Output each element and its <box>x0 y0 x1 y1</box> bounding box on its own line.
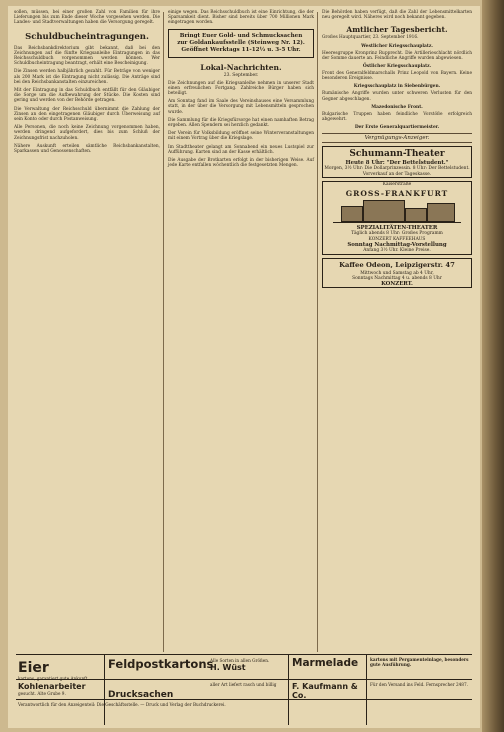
ad-line: Anfang 3½ Uhr. Kleine Preise. <box>363 248 431 254</box>
article-body: Am Sonntag fand im Saale des Vereinshauses eine Versammlung statt, in der über die Versorgung mit Lebensmitteln gesprochen wurde. <box>168 99 314 115</box>
article-continuation: einige wegen. Das Reichsschuldbuch ist eine Einrichtung, die der Sparsamkeit dient. Bisher sind bereits über 700 Millionen Mark eingetragen worden. <box>168 10 314 26</box>
ad-line: Sonntags Nachmittag 4 u. abends 8 Uhr <box>352 276 442 282</box>
article-body: Die Zinsen werden halbjährlich gezahlt. Für Beträge von weniger als 200 Mark ist die Eintragung nicht zulässig. Die Anträge sind bei den Reichsbankanstalten einzureichen. <box>14 69 160 85</box>
article-continuation: Die Behörden haben verfügt, daß die Zahl der Lebensmittelkarten neu geregelt wird. Näheres wird noch bekannt gegeben. <box>322 10 472 21</box>
building-illustration <box>333 200 461 223</box>
article-body: Rumänische Angriffe wurden unter schweren Verlusten für den Gegner abgeschlagen. <box>322 91 472 102</box>
ad-kaffee-odeon <box>322 258 472 289</box>
ad-kaufmann-name: F. Kaufmann & Co. <box>292 682 358 700</box>
section-title: Kriegsschauplatz in Siebenbürgen. <box>353 84 441 90</box>
report-dateline: Großes Hauptquartier, 23. September 1916. <box>322 35 419 41</box>
column-rule <box>317 12 318 652</box>
ad-kohlenarbeiter: Kohlenarbeiter gesucht. Alte Grube 9. <box>18 682 86 696</box>
article-body: Die Zeichnungen auf die Kriegsanleihe nehmen in unserer Stadt einen erfreulichen Fortgang. Zahlreiche Bürger haben sich beteiligt. <box>168 80 314 97</box>
ad-gross-frankfurt <box>322 181 472 255</box>
ad-drucksachen: Drucksachen <box>108 690 174 700</box>
ad-line: Heute 8 Uhr: "Der Bettelstudent." <box>345 160 449 167</box>
ad-eier: Eier kartons, garantiert gute Ankunft. <box>18 660 89 681</box>
notice-line: zur Goldankaufsstelle (Steinweg Nr. 12). <box>177 39 305 46</box>
section-title: Mazedonische Front. <box>371 104 423 110</box>
ad-title: GROSS-FRANKFURT <box>345 189 449 199</box>
article-body: Die Verwaltung der Reichsschuld übernimmt die Zahlung der Zinsen an den eingetragenen Gläubiger durch Überweisung auf sein Konto oder durch Postanweisung. <box>14 106 160 123</box>
ad-line: KONZERT KAFFEEHAUS <box>368 236 426 242</box>
article-body: Mit der Eintragung in das Schuldbuch entfällt für den Gläubiger die Sorge um die Aufbewahrung der Stücke. Die Kosten sind gering und werden von der Behörde getragen. <box>14 88 160 104</box>
gold-collection-notice <box>168 29 314 58</box>
article-body: Im Stadttheater gelangt am Sonnabend ein neues Lustspiel zur Aufführung. Karten sind an der Kasse erhältlich. <box>168 144 314 155</box>
article-body: Heeresgruppe Kronprinz Rupprecht. Die Artillerieschlacht nördlich der Somme dauerte an. Feindliche Angriffe wurden abgewiesen. <box>322 50 472 61</box>
article-continuation: sollen, müssen, bei einer großen Zahl von Familien für ihre Lieferungen bis zum Ende dieser Woche vorgesehen werden. Die Landes- und Stadtverwaltungen haben die Versorgung geregelt. <box>14 10 160 26</box>
headline-tagesbericht: Amtlicher Tagesbericht. <box>346 25 448 35</box>
ad-line: Kaiserstraße <box>382 182 412 188</box>
ad-line: KONZERT. <box>381 281 413 288</box>
column-left <box>14 10 160 157</box>
ad-line: Morgen, 3½ Uhr: Die Dollarprinzessin. 8 Uhr: Der Bettelstudent. <box>324 166 470 172</box>
ad-line: Mittwoch und Samstag ab 4 Uhr, <box>360 270 434 276</box>
column-right <box>322 10 472 291</box>
ad-schumann-theater <box>322 146 472 178</box>
notice-line: Geöffnet Werktags 11-12½ u. 3-5 Uhr. <box>181 46 301 53</box>
ad-title: Kaffee Odeon, Leipzigerstr. 47 <box>339 260 455 269</box>
article-body: Bulgarische Truppen haben feindliche Vorstöße erfolgreich abgewehrt. <box>322 111 472 123</box>
article-body: Nähere Auskunft erteilen sämtliche Reichsbankanstalten, Sparkassen und Genossenschaften. <box>14 143 160 155</box>
headline-schuldbuch: Schuldbucheintragungen. <box>25 31 149 42</box>
article-body: Das Reichsbankdirektorium gibt bekannt, daß bei den Zeichnungen auf die fünfte Kriegsanleihe Eintragungen in das Reichsschuldbuch vorgenommen werden können. Wer Schuldbucheintragung beantragt, erhält eine Bescheinigung. <box>14 45 160 67</box>
ad-kaufmann: aller Art liefert rasch und billig <box>210 682 277 687</box>
book-spine <box>482 0 504 732</box>
article-body: Die Sammlung für die Kriegsfürsorge hat einen namhaften Betrag ergeben. Allen Spendern sei herzlich gedankt. <box>168 117 314 129</box>
ad-marmelade: Marmelade <box>292 657 359 669</box>
ad-title: Schumann-Theater <box>349 149 445 160</box>
signature: Der Erste Generalquartiermeister. <box>354 125 440 131</box>
ad-line: Sonntag Nachmittag-Vorstellung <box>347 242 447 249</box>
ad-feldpostkartons: Feldpostkartons <box>108 657 214 671</box>
entertainment-header: Vergnügungs-Anzeiger. <box>322 133 472 143</box>
article-body: Der Verein für Volksbildung eröffnet seine Winterveranstaltungen mit einem Vortrag über die Kriegslage. <box>168 131 314 142</box>
article-body: Alle Personen, die noch keine Zeichnung vorgenommen haben, werden dringend aufgefordert, dies bis zum Schluß der Zeichnungsfrist nachzuholen. <box>14 125 160 141</box>
headline-lokal: Lokal-Nachrichten. <box>200 62 282 72</box>
ad-wuest: Alle Sorten in allen Größen. H. Wüst <box>210 658 270 672</box>
ad-line: Vorverkauf an der Tageskasse. <box>362 171 432 177</box>
column-rule <box>163 12 164 652</box>
section-title: Östlicher Kriegsschauplatz. <box>362 64 432 70</box>
article-body: Front des Generalfeldmarschalls Prinz Leopold von Bayern. Keine besonderen Ereignisse. <box>322 71 472 82</box>
ad-footer-text: Verantwortlich für den Anzeigenteil: Die Geschäftsstelle. — Druck und Verlag der Buchdruckerei. <box>18 702 226 707</box>
newspaper-page <box>8 6 480 728</box>
ad-line: Täglich abends 8 Uhr: Großes Programm <box>351 231 443 237</box>
ad-marmelade-kartons: kartons mit Pergamenteinlage, besonders gute Ausführung. <box>370 657 469 667</box>
classified-ads-band <box>16 654 472 725</box>
column-middle <box>168 10 314 171</box>
section-title: Westlicher Kriegsschauplatz. <box>361 43 433 49</box>
ad-kartons-small: Für den Versand ins Feld. Fernsprecher 2487. <box>370 682 468 687</box>
article-body: Die Ausgabe der Brotkarten erfolgt in der bisherigen Weise. Auf jede Karte entfallen wöchentlich die festgesetzten Mengen. <box>168 158 314 169</box>
notice-line: Bringt Euer Gold- und Schmucksachen <box>179 32 303 39</box>
dateline: 23. September. <box>223 72 259 78</box>
ad-line: SPEZIALITÄTEN-THEATER <box>356 225 438 232</box>
